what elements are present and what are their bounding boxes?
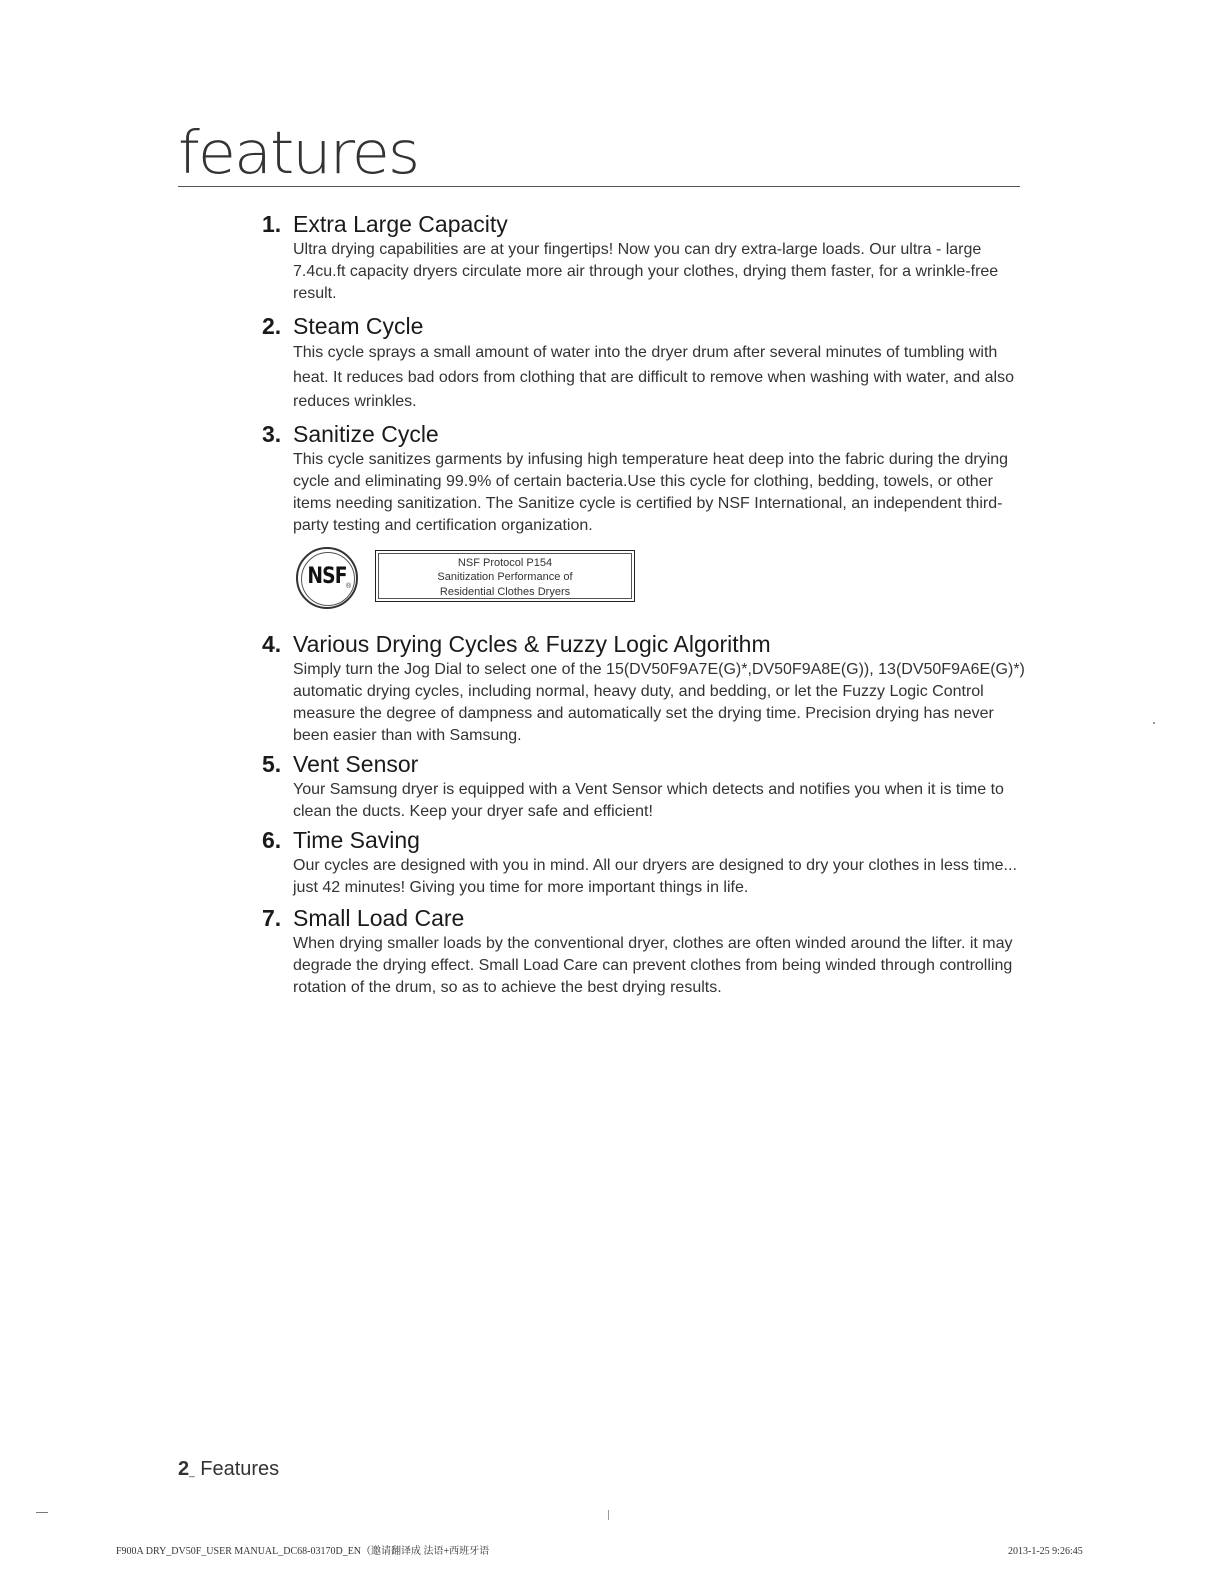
feature-number: 4. bbox=[262, 630, 282, 657]
feature-title: Extra Large Capacity bbox=[293, 211, 508, 237]
feature-number: 2. bbox=[262, 313, 282, 339]
feature-body: Ultra drying capabilities are at your fingertips! Now you can dry extra-large loads. Our ultra - large 7.4cu.ft capacity dryers circulate more air through your clothes, drying them faster, for a wrinkle-free result. bbox=[293, 241, 999, 302]
print-file-name: F900A DRY_DV50F_USER MANUAL_DC68-03170D_EN（邀请翻译成 法语+西班牙语 bbox=[116, 1546, 490, 1557]
feature-title: Various Drying Cycles & Fuzzy Logic Algorithm bbox=[293, 630, 771, 657]
footer-separator: _ bbox=[189, 1467, 195, 1478]
nsf-certification bbox=[293, 547, 1032, 629]
feature-heading bbox=[262, 825, 1032, 855]
page-number: 2 bbox=[178, 1458, 190, 1480]
feature-body: When drying smaller loads by the conventional dryer, clothes are often winded around the lifter. it may degrade the drying effect. Small Load Care can prevent clothes from being winded through controlling rotation of the drum, so as to achieve the best drying results. bbox=[293, 934, 1013, 996]
footer-section: Features bbox=[200, 1458, 280, 1480]
feature-title: Small Load Care bbox=[293, 904, 465, 931]
page-title: features bbox=[178, 118, 419, 188]
feature-number: 6. bbox=[262, 826, 282, 853]
nsf-logo-text: NSF bbox=[307, 563, 347, 589]
print-timestamp: 2013-1-25 9:26:45 bbox=[1008, 1546, 1083, 1557]
nsf-protocol-line: Residential Clothes Dryers bbox=[439, 585, 571, 598]
feature-number: 3. bbox=[262, 420, 282, 447]
page-footer bbox=[178, 1457, 279, 1485]
feature-heading bbox=[262, 903, 1032, 933]
feature-title: Time Saving bbox=[293, 826, 420, 853]
feature-heading bbox=[262, 209, 1032, 239]
feature-list bbox=[262, 209, 1032, 999]
feature-title: Vent Sensor bbox=[293, 750, 419, 777]
scan-mark bbox=[608, 1510, 609, 1520]
feature-number: 1. bbox=[262, 211, 282, 237]
feature-number: 7. bbox=[262, 904, 282, 931]
feature-heading bbox=[262, 749, 1032, 779]
feature-heading bbox=[262, 311, 1032, 341]
feature-4 bbox=[262, 629, 1032, 747]
nsf-protocol-line: Sanitization Performance of bbox=[437, 571, 573, 583]
feature-body: Our cycles are designed with you in mind. All our dryers are designed to dry your clothes in less time... just 42 minutes! Giving you time for more important things in life. bbox=[293, 856, 1017, 896]
nsf-logo bbox=[296, 547, 358, 609]
feature-heading bbox=[262, 629, 1032, 659]
feature-body: This cycle sanitizes garments by infusing high temperature heat deep into the fabric during the drying cycle and eliminating 99.9% of certain bacteria.Use this cycle for clothing, bedding, towels, or other items needing sanitization. The Sanitize cycle is certified by NSF International, an independent third-party testing and certification organization. bbox=[293, 450, 1009, 534]
feature-body: Simply turn the Jog Dial to select one of the 15(DV50F9A7E(G)*,DV50F9A8E(G)), 13(DV50F9A6E(G)*) automatic drying cycles, including normal, heavy duty, and bedding, or let the Fuzzy Logic Control measure the degree of dampness and automatically set the drying time. Precision drying has never been easier than with Samsung. bbox=[293, 660, 1025, 744]
feature-heading bbox=[262, 419, 1032, 449]
nsf-protocol-line: NSF Protocol P154 bbox=[457, 556, 553, 569]
scan-mark bbox=[36, 1512, 48, 1513]
feature-body: Your Samsung dryer is equipped with a Vent Sensor which detects and notifies you when it is time to clean the ducts. Keep your dryer safe and efficient! bbox=[293, 780, 1004, 820]
nsf-protocol-box bbox=[375, 550, 635, 602]
feature-6 bbox=[262, 825, 1032, 899]
feature-1 bbox=[262, 209, 1032, 305]
feature-2 bbox=[262, 311, 1032, 415]
registered-mark: ® bbox=[346, 582, 352, 590]
feature-3 bbox=[262, 419, 1032, 537]
title-rule bbox=[178, 186, 1020, 187]
feature-7 bbox=[262, 903, 1032, 999]
feature-body: This cycle sprays a small amount of water into the dryer drum after several minutes of tumbling with heat. It reduces bad odors from clothing that are difficult to remove when washing with water, and also reduces wrinkles. bbox=[293, 344, 1014, 410]
feature-title: Sanitize Cycle bbox=[293, 420, 439, 447]
feature-5 bbox=[262, 749, 1032, 823]
feature-title: Steam Cycle bbox=[293, 313, 424, 339]
scan-mark bbox=[1153, 722, 1155, 724]
feature-number: 5. bbox=[262, 750, 282, 777]
